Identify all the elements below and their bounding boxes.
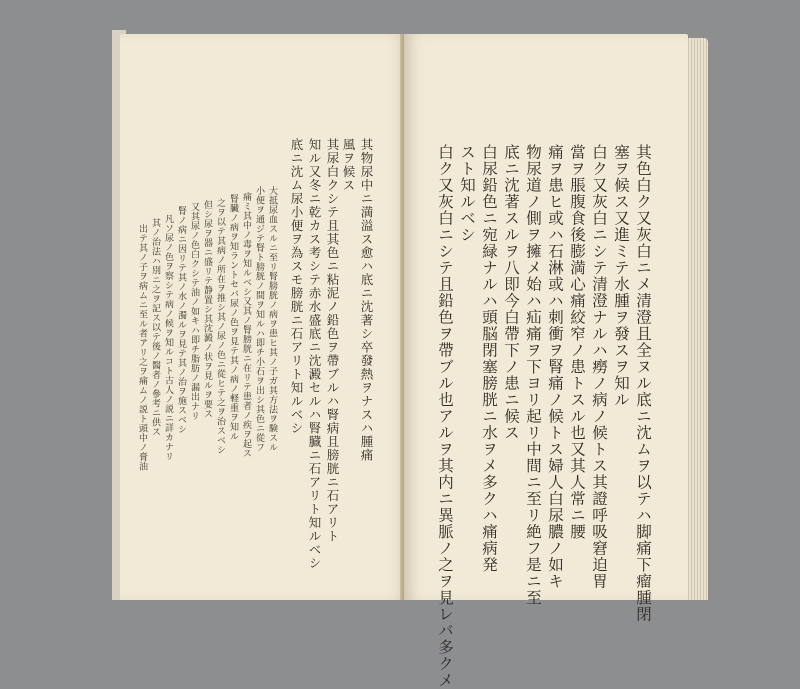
text-column: 痛ヲ患ヒ或ハ石淋或ハ刺衝ヲ腎痛ノ候トス婦人白尿膿ノ如キ	[546, 144, 564, 590]
text-column: 白ク又灰白ニシテ且鉛色ヲ帶ブル也アルヲ其内ニ異脈ノ之ヲ見レバ多クメ	[436, 144, 454, 689]
open-book	[112, 22, 696, 689]
text-column: 底ニ沈ム尿小便ヲ為スモ膀胱ニ石アリト知ルベシ	[289, 138, 304, 435]
text-column: 白尿鉛色ニ宛緑ナルハ頭脳閉塞膀胱ニ水ヲメ多クハ痛病発	[480, 144, 498, 573]
page-edges	[686, 38, 708, 600]
left-page	[120, 34, 406, 600]
note-column: 其ノ治法ハ別ニ之ヲ記ス以テ後ノ醫者ノ參考ニ供ス	[150, 218, 160, 437]
text-column: 風ヲ候ス	[341, 138, 356, 192]
text-column: 塞ヲ候ス又進ミテ水腫ヲ發スヲ知ル	[612, 144, 630, 408]
text-column: 知ル又冬ニ乾カス考シテ赤水盛底ニ沈澱セルハ腎臓ニ石アリト知ルベシ	[307, 138, 322, 570]
note-column: 凡ソ尿ノ色ヲ察シテ病ノ候ヲ知ルコト古人ノ説ニ詳カナリ	[163, 214, 173, 461]
text-column: スト知ルベシ	[458, 144, 476, 243]
text-column: 其尿白クシテ且其色ニ粘泥ノ鉛色ヲ帶ブルハ腎病且膀胱ニ石アリト	[325, 138, 340, 543]
note-column: 又其尿ノ色白クシテ油ノ如キハ即チ脂肪ノ漏出ナリ	[189, 202, 199, 421]
note-column: 腎臟ノ病ヲ知ラントセバ尿ノ色ヲ見テ其ノ病ノ軽重ヲ知ル	[228, 194, 238, 441]
note-column: 出テ其ノ子ヲ病ムニ至ル者アリ之ヲ痛ムノ説ト頭中ノ膏油	[137, 224, 147, 471]
right-page	[404, 34, 688, 689]
text-column: 白ク又灰白ニシテ清澄ナルハ癆ノ病ノ候トス其證呼吸窘迫胃	[590, 144, 608, 590]
note-column: 痛ミ其中ノ毒ヲ知ルベシ又其ノ腎膀胱ニ在リテ患者ノ疾ヲ起ス	[241, 192, 251, 458]
text-column: 物尿道ノ側ヲ擁メ始ハ疝痛ヲ下ヨリ起リ中間ニ至リ絶フ是ニ至	[524, 144, 542, 606]
note-column: 之ヲ以テ其病ノ所在ヲ推シ其ノ尿ノ色ニ從ヒテ之ヲ治スベシ	[215, 198, 225, 455]
note-column: 腎ノ病ニ因リテ其ノ水ノ濁ルヲ見テ其ノ治ヲ施スベシ	[176, 206, 186, 434]
note-column: 但シ尿ヲ器ニ盛リテ静置シ其沈澱ノ状ヲ見ルヲ要ス	[202, 200, 212, 419]
text-column: 其色白ク又灰白ニメ清澄且全ヌル底ニ沈ムヲ以テハ脚痛下瘤腫閉	[634, 144, 652, 623]
text-column: 底ニ沈著スルヲ八即今白帶下ノ患ニ候ス	[502, 144, 520, 441]
text-column: 當ヲ脹腹食後膨満心痛絞窄ノ患トスル也又其人常ニ腰	[568, 144, 586, 540]
note-column: 大抵尿血スルニ至リ腎膀胱ノ病ヲ患ヒ其ノ子ガ其方法ヲ験スル	[267, 186, 277, 452]
note-column: 小便ヲ通ジテ腎ト膀胱ノ間ヲ知ルハ即チ小石ヲ出シ其色ニ從フ	[254, 186, 264, 452]
text-column: 其物尿中ニ満溢ス愈ハ底ニ沈著シ卒發熱ヲナスハ腫痛	[359, 138, 374, 462]
